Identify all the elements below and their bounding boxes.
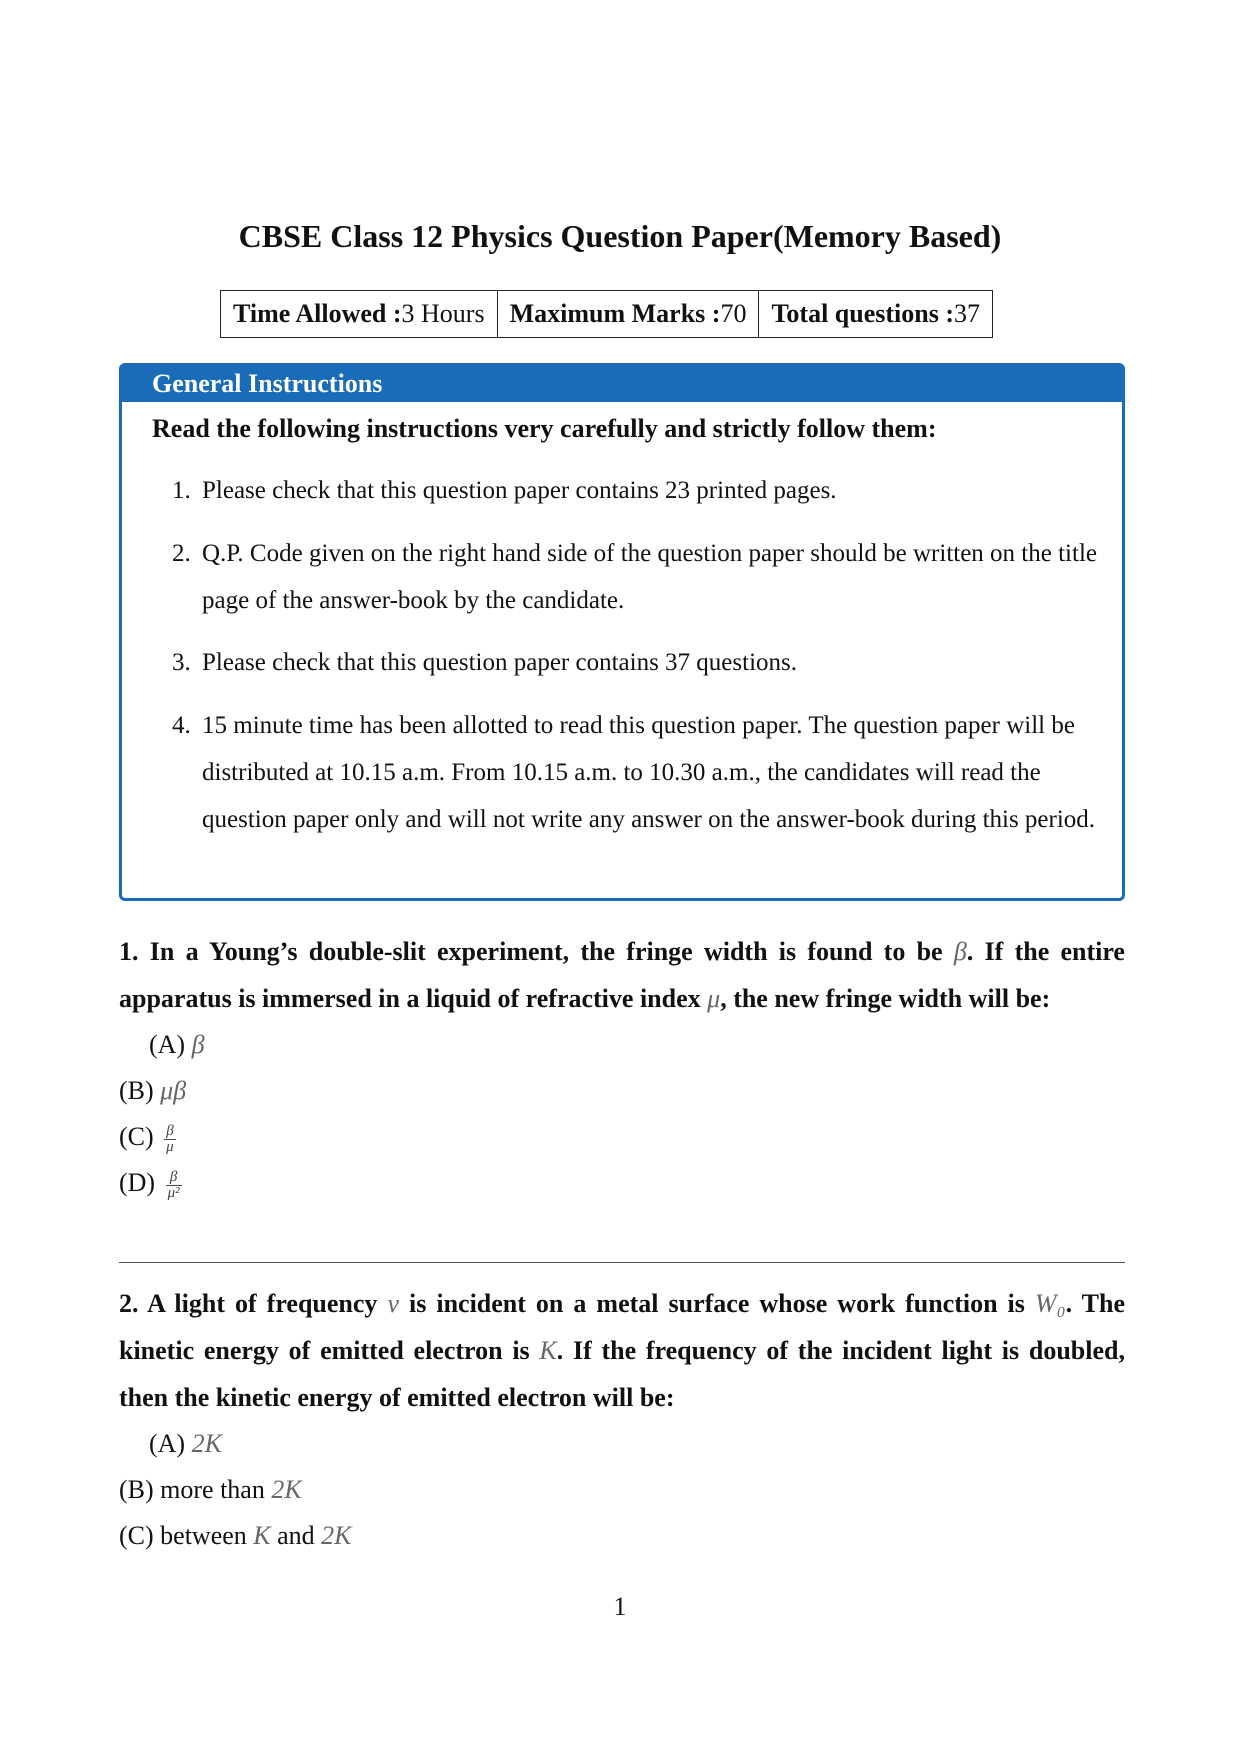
option-value: 2K: [191, 1429, 222, 1458]
time-allowed-label: Time Allowed :: [233, 299, 402, 328]
nu-symbol: ν: [387, 1289, 399, 1318]
instruction-number: 3.: [172, 649, 191, 676]
instruction-text: Q.P. Code given on the right hand side of the question paper should be written on the title page of the answer-book by the candidate.: [202, 540, 1097, 614]
option-value: 2K: [271, 1475, 302, 1504]
instructions-subheading: Read the following instructions very carefully and strictly follow them:: [152, 414, 937, 443]
mu-symbol: μ: [707, 984, 721, 1013]
option-label: (B) more than: [119, 1475, 265, 1504]
instruction-number: 4.: [172, 712, 191, 739]
maximum-marks-cell: [497, 291, 759, 338]
option-connector: and: [277, 1521, 315, 1550]
option-value-2k: 2K: [321, 1521, 352, 1550]
question-1-option-b[interactable]: [119, 1071, 186, 1111]
instruction-text: 15 minute time has been allotted to read this question paper. The question paper will be distributed at 10.15 a.m. From 10.15 a.m. to 10.30 a.m., the candidates will read the question paper only and will not write any answer on the answer-book during this period.: [202, 712, 1096, 833]
question-1-option-c[interactable]: [119, 1117, 176, 1157]
instruction-text: Please check that this question paper contains 23 printed pages.: [202, 477, 837, 504]
general-instructions-heading: General Instructions: [122, 366, 1122, 402]
total-questions-label: Total questions :: [771, 299, 954, 328]
time-allowed-cell: [221, 291, 498, 338]
page-title: CBSE Class 12 Physics Question Paper(Memory Based): [238, 218, 1002, 254]
question-2-stem: [119, 1280, 1125, 1421]
question-1-option-d[interactable]: [119, 1163, 182, 1203]
question-1-text-b: . If the entire apparatus is immersed in a liquid of refractive index: [119, 937, 1125, 1013]
page-number: 1: [613, 1592, 627, 1621]
w0-symbol: W₀: [1034, 1289, 1066, 1318]
option-value: β: [191, 1030, 205, 1059]
instruction-text: Please check that this question paper contains 37 questions.: [202, 649, 798, 676]
maximum-marks-label: Maximum Marks :: [509, 299, 721, 328]
instruction-item: [172, 467, 1102, 514]
maximum-marks-value: 70: [720, 299, 747, 328]
fraction-denominator: μ²: [167, 1184, 180, 1201]
k-symbol: K: [539, 1336, 557, 1365]
option-value-k: K: [253, 1521, 271, 1550]
option-label: (C) between: [119, 1521, 247, 1550]
question-2-option-b[interactable]: [119, 1470, 302, 1510]
fraction-numerator: β: [164, 1124, 176, 1140]
option-label: (A): [149, 1030, 186, 1059]
question-1-option-a[interactable]: [149, 1025, 205, 1065]
question-2-text-a: 2. A light of frequency: [119, 1289, 388, 1318]
fraction-denominator: μ: [166, 1138, 174, 1155]
beta-symbol: β: [953, 937, 967, 966]
total-questions-value: 37: [954, 299, 980, 328]
question-1-text-a: 1. In a Young’s double-slit experiment, the fringe width is found to be: [119, 937, 954, 966]
question-2-option-c[interactable]: [119, 1516, 352, 1556]
option-label: (A): [149, 1429, 186, 1458]
question-2-text-d: . If the frequency of the incident light is doubled, then the kinetic energy of emitted electron will be:: [119, 1336, 1125, 1412]
instruction-item: [172, 639, 1102, 686]
instruction-item: [172, 702, 1102, 843]
fraction-numerator: β: [166, 1170, 182, 1186]
option-value: μβ: [160, 1076, 187, 1105]
total-questions-cell: [759, 291, 993, 338]
instruction-item: [172, 530, 1102, 624]
question-1-stem: [119, 928, 1125, 1022]
section-divider: [119, 1262, 1125, 1263]
question-1-text-c: , the new fringe width will be:: [720, 984, 1051, 1013]
option-label: (C): [119, 1122, 154, 1151]
question-2-text-c: . The kinetic energy of emitted electron is: [119, 1289, 1126, 1365]
general-instructions-box: [119, 363, 1125, 901]
option-label: (B): [119, 1076, 154, 1105]
time-allowed-value: 3 Hours: [401, 299, 485, 328]
instruction-number: 1.: [172, 477, 191, 504]
fraction: [164, 1124, 176, 1155]
option-label: (D): [119, 1168, 156, 1197]
exam-info-table: [220, 290, 993, 338]
question-2-text-b: is incident on a metal surface whose work function is: [398, 1289, 1035, 1318]
instruction-number: 2.: [172, 540, 191, 567]
question-2-option-a[interactable]: [149, 1424, 222, 1464]
fraction: [166, 1170, 182, 1201]
